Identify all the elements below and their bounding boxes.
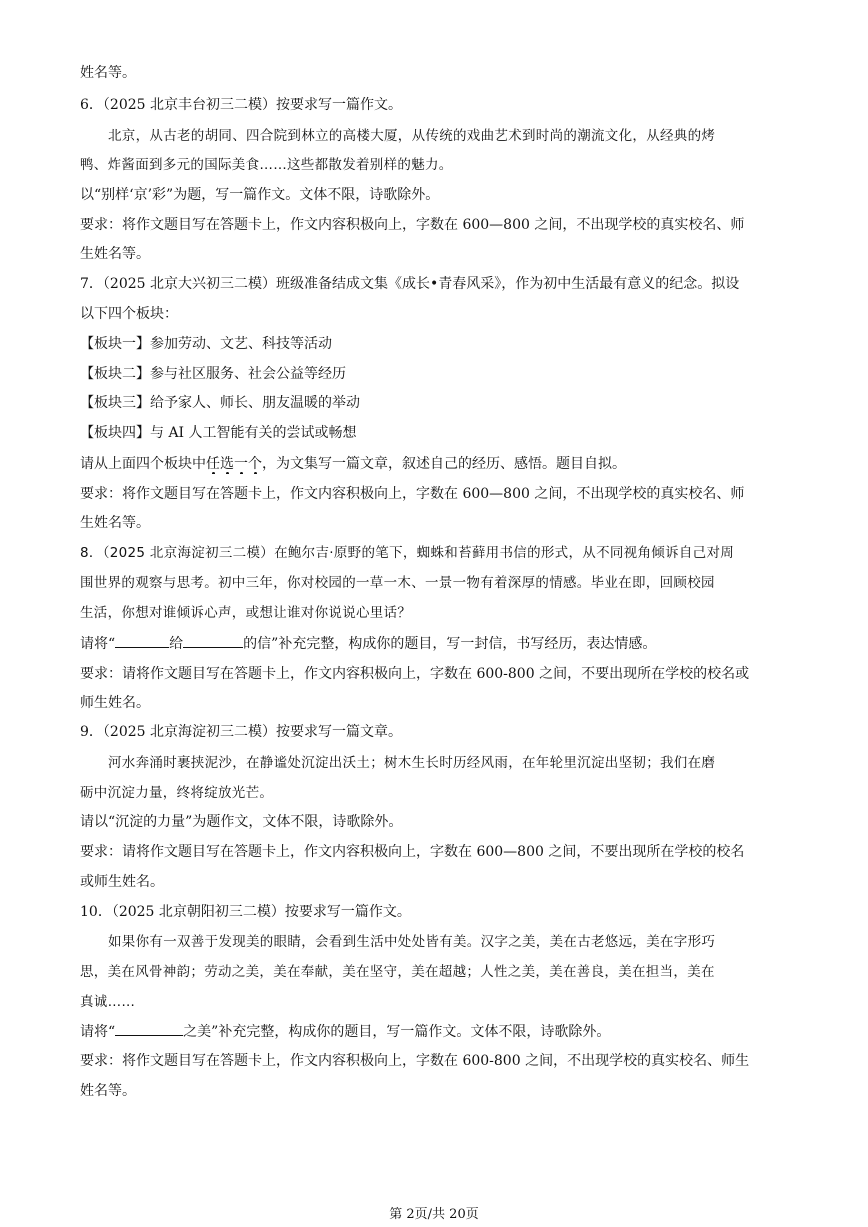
question-6-heading: 6．（2025 北京丰台初三二模）按要求写一篇作文。 (80, 97, 402, 113)
question-10-instruction: 请将“ 之美”补充完整，构成你的题目，写一篇作文。文体不限，诗歌除外。 (80, 1021, 792, 1042)
question-7-section: 【板块二】参与社区服务、社会公益等经历 (80, 366, 346, 382)
question-9-passage: 河水奔涌时裹挟泥沙，在静谧处沉淀出沃土；树木生长时历经风雨，在年轮里沉淀出坚韧；我们在磨 (108, 755, 716, 771)
question-6-passage: 北京，从古老的胡同、四合院到林立的高楼大厦，从传统的戏曲艺术到时尚的潮流文化，从经典的烤 (108, 128, 716, 144)
question-7-section: 【板块一】参加劳动、文艺、科技等活动 (80, 336, 332, 352)
question-8-requirements: 要求：请将作文题目写在答题卡上，作文内容积极向上，字数在 600-800 之间，不要出现所在学校的校名或 (80, 666, 750, 682)
question-9-requirements: 或师生姓名。 (80, 874, 164, 890)
emphasis-dots (206, 472, 262, 474)
question-10-heading: 10．（2025 北京朝阳初三二模）按要求写一篇作文。 (80, 904, 411, 920)
question-8-heading: 8．（2025 北京海淀初三二模）在鲍尔吉·原野的笔下，蜘蛛和苔藓用书信的形式，从不同视角倾诉自己对周 (80, 545, 735, 561)
question-10-requirements: 要求：将作文题目写在答题卡上，作文内容积极向上，字数在 600-800 之间，不出现学校的真实校名、师生 (80, 1053, 750, 1069)
fill-blank (115, 1021, 183, 1036)
fill-blank (115, 633, 169, 648)
question-7-requirements: 要求：将作文题目写在答题卡上，作文内容积极向上，字数在 600—800 之间，不出现学校的真实校名、师 (80, 486, 745, 502)
question-8-passage: 生活，你想对谁倾诉心声，或想让谁对你说说心里话？ (80, 605, 412, 621)
emphasis-text: 任选一个 (206, 456, 262, 472)
question-6-passage: 鸭、炸酱面到多元的国际美食……这些都散发着别样的魅力。 (80, 157, 453, 173)
question-8-passage: 围世界的观察与思考。初中三年，你对校园的一草一木、一景一物有着深厚的情感。毕业在即，回顾校园 (80, 575, 715, 591)
question-8-instruction: 请将“ 给 的信”补充完整，构成你的题目，写一封信，书写经历，表达情感。 (80, 633, 792, 654)
question-9-passage: 砺中沉淀力量，终将绽放光芒。 (80, 785, 274, 801)
question-7-section: 【板块四】与 AI 人工智能有关的尝试或畅想 (80, 425, 357, 441)
question-9-requirements: 要求：请将作文题目写在答题卡上，作文内容积极向上，字数在 600—800 之间，不要出现所在学校的校名 (80, 844, 745, 860)
question-9-heading: 9．（2025 北京海淀初三二模）按要求写一篇文章。 (80, 724, 402, 740)
question-7-requirements: 生姓名等。 (80, 515, 150, 531)
question-7-intro: 以下四个板块： (80, 306, 178, 322)
text-line: 姓名等。 (80, 65, 136, 81)
question-7-instruction: 请从上面四个板块中任选一个 ，为文集写一篇文章，叙述自己的经历、感悟。题目自拟。 (80, 454, 792, 474)
question-9-title-instruction: 请以“沉淀的力量”为题作文，文体不限，诗歌除外。 (80, 814, 403, 830)
page-number: 第 2页/共 20页 (389, 1207, 479, 1222)
fill-blank (183, 633, 243, 648)
question-10-passage: 思，美在风骨神韵；劳动之美，美在奉献，美在坚守，美在超越；人性之美，美在善良，美在担当，美在 (80, 964, 715, 980)
question-10-requirements: 姓名等。 (80, 1083, 136, 1099)
question-6-title-instruction: 以“别样‘京’彩”为题，写一篇作文。文体不限，诗歌除外。 (80, 187, 440, 203)
question-7-heading: 7．（2025 北京大兴初三二模）班级准备结成文集《成长•青春风采》，作为初中生活最有意义的纪念。拟设 (80, 276, 740, 292)
question-8-requirements: 师生姓名。 (80, 695, 150, 711)
question-10-passage: 如果你有一双善于发现美的眼睛，会看到生活中处处皆有美。汉字之美，美在古老悠远，美在字形巧 (108, 934, 716, 950)
question-10-passage: 真诚…… (80, 994, 136, 1010)
question-7-section: 【板块三】给予家人、师长、朋友温暖的举动 (80, 395, 360, 411)
question-6-requirements: 生姓名等。 (80, 246, 150, 262)
question-6-requirements: 要求：将作文题目写在答题卡上，作文内容积极向上，字数在 600—800 之间，不出现学校的真实校名、师 (80, 217, 745, 233)
